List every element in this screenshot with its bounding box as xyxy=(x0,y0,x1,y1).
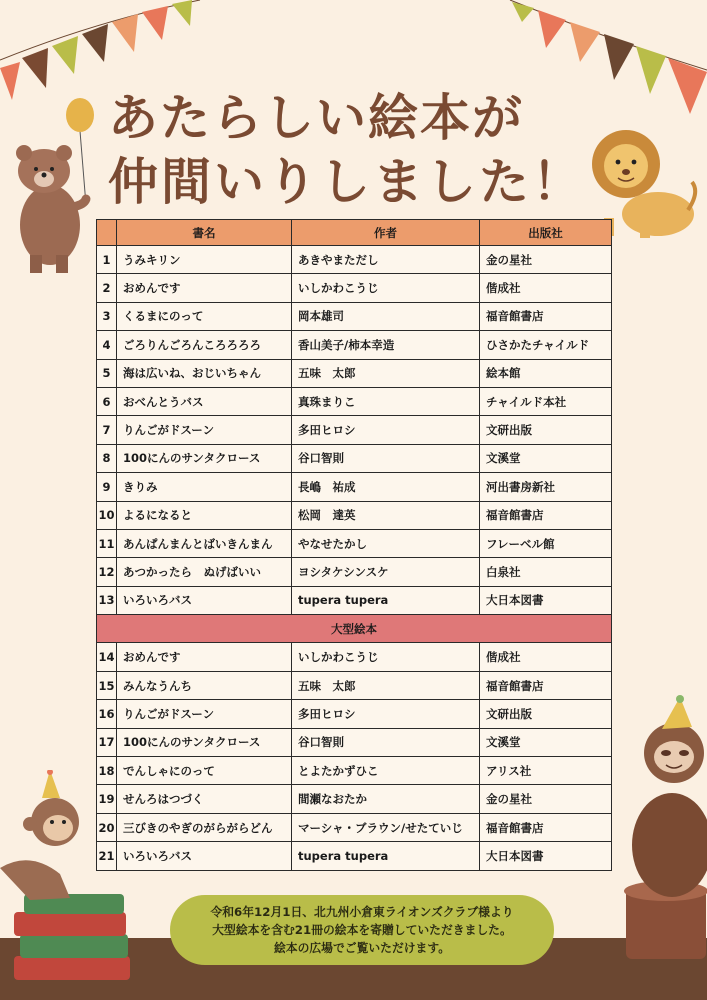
book-title: ごろりんごろんころろろろ xyxy=(117,331,292,359)
book-title: きりみ xyxy=(117,473,292,501)
book-publisher: 文研出版 xyxy=(480,416,612,444)
book-author: 香山美子/柿本幸造 xyxy=(292,331,480,359)
row-number: 2 xyxy=(97,274,117,302)
book-publisher: 白泉社 xyxy=(480,558,612,586)
table-row xyxy=(97,416,612,444)
book-publisher: 文研出版 xyxy=(480,700,612,728)
book-title: 100にんのサンタクロース xyxy=(117,444,292,472)
book-publisher: 福音館書店 xyxy=(480,302,612,330)
table-row xyxy=(97,359,612,387)
table-row xyxy=(97,757,612,785)
row-number: 5 xyxy=(97,359,117,387)
book-title: りんごがドスーン xyxy=(117,416,292,444)
col-header-author: 作者 xyxy=(292,220,480,246)
book-publisher: 文溪堂 xyxy=(480,728,612,756)
book-title: りんごがドスーン xyxy=(117,700,292,728)
book-title: うみキリン xyxy=(117,246,292,274)
row-number: 18 xyxy=(97,757,117,785)
table-row xyxy=(97,473,612,501)
book-publisher: 絵本館 xyxy=(480,359,612,387)
table-row xyxy=(97,643,612,671)
book-author: 松岡 達英 xyxy=(292,501,480,529)
row-number: 16 xyxy=(97,700,117,728)
book-publisher: 金の星社 xyxy=(480,246,612,274)
book-author: 真珠まりこ xyxy=(292,387,480,415)
book-publisher: 偕成社 xyxy=(480,643,612,671)
book-title: おべんとうバス xyxy=(117,387,292,415)
book-table xyxy=(96,219,612,871)
book-publisher: チャイルド本社 xyxy=(480,387,612,415)
book-title: 三びきのやぎのがらがらどん xyxy=(117,813,292,841)
book-title: でんしゃにのって xyxy=(117,757,292,785)
book-title: おめんです xyxy=(117,643,292,671)
notice-line-3: 絵本の広場でご覧いただけます。 xyxy=(273,941,450,955)
row-number: 19 xyxy=(97,785,117,813)
row-number: 10 xyxy=(97,501,117,529)
table-row xyxy=(97,501,612,529)
table-row xyxy=(97,728,612,756)
book-publisher: 偕成社 xyxy=(480,274,612,302)
row-number: 8 xyxy=(97,444,117,472)
row-number: 12 xyxy=(97,558,117,586)
book-publisher: 福音館書店 xyxy=(480,501,612,529)
book-publisher: 金の星社 xyxy=(480,785,612,813)
table-row xyxy=(97,842,612,870)
book-title: おめんです xyxy=(117,274,292,302)
book-publisher: ひさかたチャイルド xyxy=(480,331,612,359)
sloth-on-stump-icon xyxy=(600,695,707,965)
book-author: 多田ヒロシ xyxy=(292,416,480,444)
table-row xyxy=(97,785,612,813)
section-label: 大型絵本 xyxy=(97,615,612,643)
book-author: やなせたかし xyxy=(292,529,480,557)
book-title: いろいろバス xyxy=(117,842,292,870)
book-author: いしかわこうじ xyxy=(292,274,480,302)
book-author: tupera tupera xyxy=(292,586,480,614)
notice-line-1: 令和6年12月1日、北九州小倉東ライオンズクラブ様より xyxy=(210,905,514,919)
table-row xyxy=(97,700,612,728)
table-row xyxy=(97,246,612,274)
table-row xyxy=(97,444,612,472)
book-author: 谷口智則 xyxy=(292,444,480,472)
book-author: 五味 太郎 xyxy=(292,359,480,387)
book-publisher: 河出書房新社 xyxy=(480,473,612,501)
row-number: 1 xyxy=(97,246,117,274)
col-header-num xyxy=(97,220,117,246)
book-publisher: 福音館書店 xyxy=(480,813,612,841)
book-author: あきやまただし xyxy=(292,246,480,274)
book-author: マーシャ・ブラウン/せたていじ xyxy=(292,813,480,841)
book-author: 岡本雄司 xyxy=(292,302,480,330)
book-title: あつかったら ぬげばいい xyxy=(117,558,292,586)
row-number: 11 xyxy=(97,529,117,557)
row-number: 6 xyxy=(97,387,117,415)
book-publisher: 福音館書店 xyxy=(480,671,612,699)
book-publisher: フレーベル館 xyxy=(480,529,612,557)
book-title: よるになると xyxy=(117,501,292,529)
row-number: 17 xyxy=(97,728,117,756)
table-row xyxy=(97,274,612,302)
book-publisher: アリス社 xyxy=(480,757,612,785)
row-number: 15 xyxy=(97,671,117,699)
table-row xyxy=(97,387,612,415)
book-title: せんろはつづく xyxy=(117,785,292,813)
book-author: ヨシタケシンスケ xyxy=(292,558,480,586)
table-row xyxy=(97,586,612,614)
book-title: いろいろバス xyxy=(117,586,292,614)
book-title: 海は広いね、おじいちゃん xyxy=(117,359,292,387)
bear-with-balloon-icon xyxy=(8,95,103,275)
book-title: みんなうんち xyxy=(117,671,292,699)
title-line-2: 仲間いりしました！ xyxy=(108,153,585,211)
table-row xyxy=(97,558,612,586)
title-line-1: あたらしい絵本が xyxy=(108,89,524,147)
row-number: 4 xyxy=(97,331,117,359)
table-row xyxy=(97,529,612,557)
row-number: 21 xyxy=(97,842,117,870)
row-number: 7 xyxy=(97,416,117,444)
book-author: 間瀬なおたか xyxy=(292,785,480,813)
book-author: いしかわこうじ xyxy=(292,643,480,671)
book-author: 多田ヒロシ xyxy=(292,700,480,728)
section-row-large-books xyxy=(97,615,612,643)
row-number: 9 xyxy=(97,473,117,501)
book-author: tupera tupera xyxy=(292,842,480,870)
col-header-title: 書名 xyxy=(117,220,292,246)
table-row xyxy=(97,813,612,841)
row-number: 20 xyxy=(97,813,117,841)
notice-line-2: 大型絵本を含む21冊の絵本を寄贈していただきました。 xyxy=(212,923,512,937)
donation-notice xyxy=(170,895,554,965)
table-row xyxy=(97,671,612,699)
book-publisher: 文溪堂 xyxy=(480,444,612,472)
row-number: 3 xyxy=(97,302,117,330)
col-header-publisher: 出版社 xyxy=(480,220,612,246)
table-header-row xyxy=(97,220,612,246)
book-title: くるまにのって xyxy=(117,302,292,330)
book-author: 長嶋 祐成 xyxy=(292,473,480,501)
row-number: 13 xyxy=(97,586,117,614)
table-row xyxy=(97,302,612,330)
book-author: とよたかずひこ xyxy=(292,757,480,785)
book-title: 100にんのサンタクロース xyxy=(117,728,292,756)
book-publisher: 大日本図書 xyxy=(480,842,612,870)
book-author: 五味 太郎 xyxy=(292,671,480,699)
book-author: 谷口智則 xyxy=(292,728,480,756)
book-title: あんぱんまんとばいきんまん xyxy=(117,529,292,557)
book-publisher: 大日本図書 xyxy=(480,586,612,614)
row-number: 14 xyxy=(97,643,117,671)
table-row xyxy=(97,331,612,359)
